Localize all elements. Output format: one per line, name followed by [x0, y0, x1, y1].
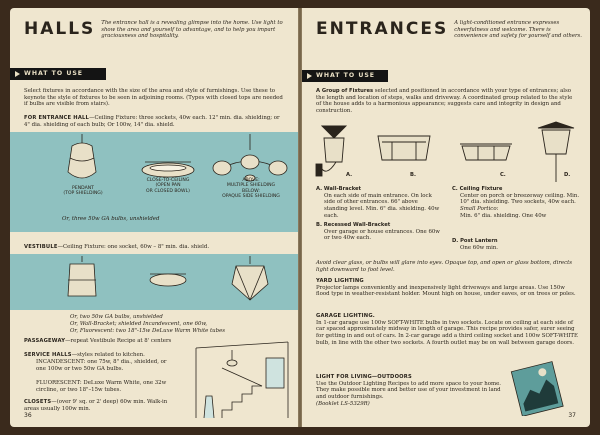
glare-note: Avoid clear glass, or bulbs will glare into eyes. Opaque top, and open or glass bottom, directs light downward to foot level.: [316, 260, 573, 273]
page-title: HALLS: [24, 19, 96, 39]
vestibule-note-1: Or, two 50w GA bulbs, unshielded: [70, 314, 163, 320]
fixture-c-heading: C. Ceiling Fixture: [452, 186, 503, 192]
fixture-d-desc: [452, 238, 580, 251]
close-to-ceiling-lamp-icon: [142, 162, 194, 177]
page-number-left: 36: [24, 412, 32, 419]
fixture-b-desc: [316, 222, 442, 242]
fixture-a-body: On each side of main entrance. On lock side of other entrances. 66" above standing level. Min. 6" dia. shielding. 40w each.: [324, 192, 440, 219]
group-of-fixtures: [316, 88, 578, 115]
what-to-use-bar: WHAT TO USE: [10, 68, 106, 80]
lantern-lamp-icon: [232, 256, 268, 300]
passageway-body: —repeat Vestibule Recipe at 8' centers: [65, 338, 172, 344]
garage-lighting-heading: GARAGE LIGHTING.: [316, 313, 375, 319]
outdoor-fixtures-illustration: [312, 120, 582, 186]
entrance-hall-body: —Ceiling Fixture: three sockets, 40w each. 12" min. dia. shielding; or 4" dia. shielding of each bulb; Or 100w, 14" dia. shield.: [24, 115, 280, 128]
fixture-letter-c: C.: [500, 172, 506, 178]
page-number-right: 37: [568, 412, 576, 419]
outdoor-living: [316, 374, 502, 408]
staircase-hall-illustration: [192, 338, 292, 420]
drum-lamp-icon: [68, 256, 96, 296]
garage-lighting: [316, 313, 578, 347]
ceiling-fixture-icon: [460, 144, 512, 160]
recessed-wall-bracket-icon: [378, 136, 430, 160]
chandelier-icon: [213, 134, 287, 181]
fixture-letter-b: B.: [410, 172, 416, 178]
entrance-hall-heading: FOR ENTRANCE HALL: [24, 115, 90, 121]
outdoor-booklet-illustration: [508, 360, 566, 416]
yard-lighting-heading: YARD LIGHTING: [316, 278, 364, 284]
fixture-b-heading: B. Recessed Wall-Bracket: [316, 222, 391, 228]
pendant-lamp-icon: [68, 134, 96, 178]
flush-bowl-lamp-icon: [150, 274, 186, 286]
yard-lighting: [316, 278, 578, 298]
fixture-c-body: Center on porch or breezeway ceiling. Min. 10" dia. shielding. Two sockets, 40w each.: [460, 192, 580, 206]
vestibule-note-3: Or, Fluorescent: two 18"-15w DeLuxe Warm White tubes: [70, 328, 226, 334]
service-fluorescent: FLUORESCENT: DeLuxe Warm White, one 32w circline, or two 18"–15w tubes.: [36, 380, 167, 393]
what-to-use-bar-entrances: WHAT TO USE: [302, 70, 388, 82]
page-title-entrances: ENTRANCES: [316, 19, 449, 39]
fixture-a-heading: A. Wall-Bracket: [316, 186, 362, 192]
caption-close-to-ceiling: CLOSE-TO-CEILING (OPEN PAN OR CLOSED BOWL): [146, 178, 190, 194]
wall-bracket-icon: [316, 126, 346, 176]
caption-above-below: ABOVE: MULTIPLE SHIELDING BELOW: OPAQUE SIDE SHIELDING: [222, 178, 280, 200]
garage-lighting-body: In 1-car garage use 100w SOFT-WHITE bulbs in two sockets. Locate on ceiling at each side of car spaced approximately midway in length of garage. This recipe provides safer, surer seeing for getting in and out of cars. In 2-car garage add a third ceiling socket and 100w SOFT-WHITE bulb, in line with the other two sockets. A fourth outlet may be on wall between garage doors.: [316, 319, 578, 346]
vestibule-heading: VESTIBULE: [24, 244, 58, 250]
booklet-reference: (Booklet LS-5329R): [316, 400, 370, 407]
page-right: [302, 8, 590, 427]
ga-bulbs-note: Or, three 50w GA bulbs, unshielded: [62, 216, 160, 222]
fixture-c-small-portico-body: Min. 6" dia. shielding. One 40w: [460, 212, 547, 219]
fixture-c-small-portico: Small Portico:: [460, 206, 499, 213]
group-body: selected and positioned in accordance with your type of entrances; also the length and location of steps, walks and driveway. A coordinated group related to the style of the house adds to a harmonious appearance; suggests care and integrity in design and construction.: [316, 88, 573, 115]
entrance-hall-recipe: [24, 115, 286, 128]
service-halls-recipe: [24, 352, 174, 359]
fixture-letter-d: D.: [564, 172, 571, 178]
passageway-recipe: [24, 338, 204, 345]
fixture-c-desc: [452, 186, 580, 220]
fixture-a-desc: [316, 186, 442, 220]
fixture-d-heading: D. Post Lantern: [452, 238, 498, 244]
service-incandescent: INCANDESCENT: one 75w, 8" dia., shielded, or one 100w or two 50w GA bulbs.: [36, 359, 167, 372]
fixture-d-body: One 60w min.: [460, 244, 499, 251]
passageway-heading: PASSAGEWAY: [24, 338, 66, 344]
fixture-letter-a: A.: [346, 172, 353, 178]
entrances-header: [316, 20, 582, 40]
fixture-b-body: Over garage or house entrances. One 60w or two 40w each.: [324, 228, 440, 242]
vestibule-fixtures-illustration: [10, 254, 298, 310]
halls-header: [24, 20, 290, 40]
intro-text: Select fixtures in accordance with the size of the area and style of furnishings. Use these to keynote the style of fixtures to be seen in adjoining rooms. (Types with closed tops are needed if bulbs are visible from stairs).: [24, 88, 283, 108]
yard-lighting-body: Projector lamps conveniently and inexpensively light driveways and large areas. Use 150w flood type in weather-resistant holder. Mount high on house, under eaves, or on trees or poles.: [316, 284, 576, 298]
service-halls-body: —styles related to kitchen.: [71, 352, 145, 358]
title-subtitle-entrances: A light-conditioned entrance expresses cheerfulness and welcome. There is convenience and safety for yourself and others.: [454, 20, 582, 40]
outdoor-living-heading: LIGHT FOR LIVING—OUTDOORS: [316, 374, 412, 380]
service-halls-heading: SERVICE HALLS: [24, 352, 72, 358]
vestibule-note-2: Or, Wall-Bracket; shielded Incandescent, one 60w,: [70, 321, 208, 327]
closets-body: —(over 9' sq. or 2' deep) 60w min. Walk-in areas usually 100w min.: [24, 399, 168, 412]
page-left: [10, 8, 298, 427]
title-subtitle: The entrance hall is a revealing glimpse into the home. Use light to show the area and yourself to advantage, and to help you impart graciousness and hospitality.: [101, 20, 283, 40]
vestibule-recipe: [24, 244, 286, 251]
outdoor-living-body: Use the Outdoor Lighting Recipes to add more space to your home. They make possible more and better use of your investment in land and outdoor furnishings.: [316, 380, 501, 401]
closets-heading: CLOSETS: [24, 399, 52, 405]
closets-recipe: [24, 399, 174, 412]
group-heading: A Group of Fixtures: [316, 88, 374, 94]
vestibule-body: —Ceiling Fixture: one socket, 60w – 8" min. dia. shield.: [57, 244, 210, 250]
caption-pendant: PENDANT (TOP SHIELDING): [63, 186, 103, 197]
